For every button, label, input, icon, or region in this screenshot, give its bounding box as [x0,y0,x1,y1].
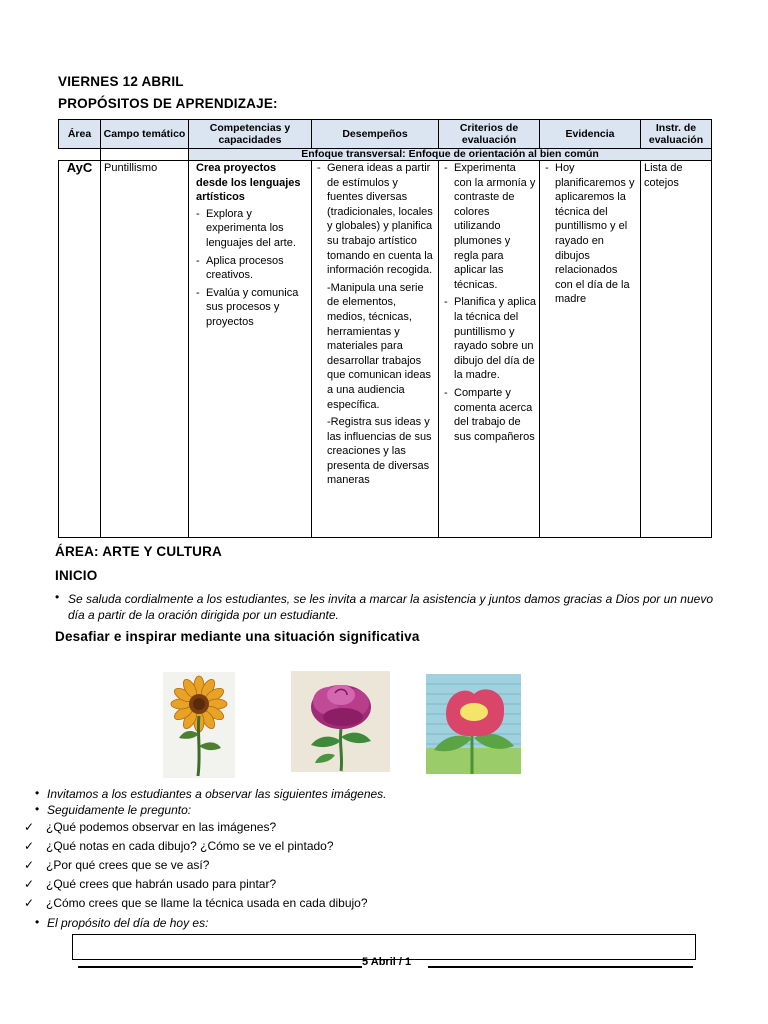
rose-image [291,671,390,772]
capacidad-item: - Explora y experimenta los lenguajes del arte. [194,207,308,251]
checkmark-icon: ✓ [24,820,35,834]
bullet-seguidamente: Seguidamente le pregunto: [47,803,192,817]
enfoque-spacer [101,149,189,161]
date-heading: VIERNES 12 ABRIL [58,74,184,89]
header-instrumento: Instr. de evaluación [641,120,712,149]
campo-cell: Puntillismo [101,161,189,538]
criterios-cell [439,161,540,538]
capacidad-item: - Evalúa y comunica sus procesos y proyectos [194,286,308,330]
desempeno-item: - Genera ideas a partir de estímulos y fuentes diversas (tradicionales, locales y globales) y planifica su trabajo artístico tomando en cuenta la información recogida. [315,161,435,278]
header-area: Área [59,120,101,149]
competencias-cell [189,161,312,538]
competencia-title: Crea proyectos desde los lenguajes artísticos [196,162,301,204]
desempeno-item: -Registra sus ideas y las influencias de sus creaciones y las presenta de diversas maneras [327,416,432,487]
checkmark-icon: ✓ [24,839,35,853]
header-campo: Campo temático [101,120,189,149]
area-cell: AyC [59,161,101,538]
criterio-item: - Comparte y comenta acerca del trabajo de sus compañeros [442,386,536,444]
evidencia-text: - Hoy planificaremos y aplicaremos la técnica del puntillismo y el rayado en dibujos relacionados con el día de la madre [543,161,637,307]
purposes-title: PROPÓSITOS DE APRENDIZAJE: [58,96,278,111]
footer-line-left [78,966,362,968]
checkmark-icon: ✓ [24,858,35,872]
header-evidencia: Evidencia [540,120,641,149]
desafiar-title: Desafiar e inspirar mediante una situación significativa [55,629,420,644]
evidencia-cell [540,161,641,538]
bullet-icon: • [35,786,40,800]
desempeno-item: -Manipula una serie de elementos, medios, técnicas, herramientas y materiales para desarrollar trabajos que comunican ideas a una audiencia específica. [327,281,431,411]
enfoque-spacer [59,149,101,161]
area-title: ÁREA: ARTE Y CULTURA [55,544,223,559]
question-item: ✓ ¿Cómo crees que se llame la técnica usada en cada dibujo? [24,896,368,910]
header-desempenos: Desempeños [312,120,439,149]
bullet-icon: • [55,590,60,604]
sunflower-image [163,672,235,778]
checkmark-icon: ✓ [24,877,35,891]
inicio-text: Se saluda cordialmente a los estudiantes, se les invita a marcar la asistencia y juntos damos gracias a Dios por un nuevo día a partir de la oración dirigida por un estudiante. [68,592,714,622]
question-item: ✓ ¿Por qué crees que se ve así? [24,858,210,872]
desempenos-cell [312,161,439,538]
proposito-label: El propósito del día de hoy es: [47,916,209,930]
criterio-item: - Experimenta con la armonía y contraste de colores utilizando plumones y regla para aplicar las técnicas. [442,161,536,292]
learning-purposes-table [58,119,712,538]
enfoque-transversal: Enfoque transversal: Enfoque de orientación al bien común [189,149,712,161]
checkmark-icon: ✓ [24,896,35,910]
instrumento-cell: Lista de cotejos [641,161,712,538]
header-competencias: Competencias y capacidades [189,120,312,149]
capacidad-item: - Aplica procesos creativos. [194,254,308,283]
question-item: ✓ ¿Qué crees que habrán usado para pintar? [24,877,277,891]
inicio-title: INICIO [55,568,98,583]
header-criterios: Criterios de evaluación [439,120,540,149]
footer-line-right [428,966,693,968]
bullet-invitamos: Invitamos a los estudiantes a observar las siguientes imágenes. [47,787,387,801]
question-item: ✓ ¿Qué podemos observar en las imágenes? [24,820,277,834]
footer-text: 5 Abril / 1 [362,956,412,968]
bullet-icon: • [35,915,40,929]
bullet-icon: • [35,802,40,816]
criterio-item: - Planifica y aplica la técnica del puntillismo y rayado sobre un dibujo del día de la madre. [442,295,536,383]
flower-image [426,674,521,774]
question-item: ✓ ¿Qué notas en cada dibujo? ¿Cómo se ve el pintado? [24,839,334,853]
